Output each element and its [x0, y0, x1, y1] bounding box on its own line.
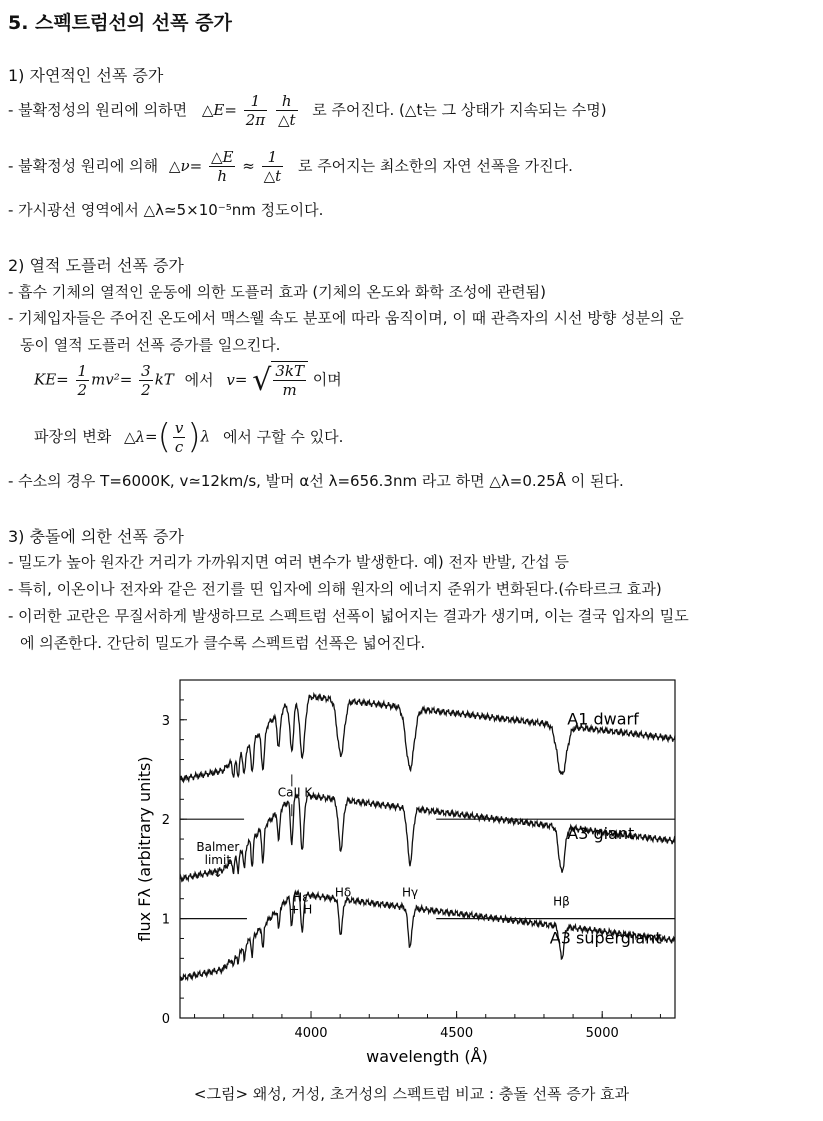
x-tick-label: 5000 — [585, 1026, 619, 1041]
num: 3 — [141, 361, 151, 380]
kinetic-energy-equation — [34, 361, 342, 399]
text: - 불확정성의 원리에 의하면 — [8, 101, 188, 119]
math-lambda: λ — [200, 427, 211, 446]
text: 에서 — [184, 370, 214, 389]
doppler-bullet-2a: - 기체입자들은 주어진 온도에서 맥스웰 속도 분포에 따라 움직이며, 이 때 관측자의 시선 방향 성분의 운 — [8, 309, 684, 327]
num: v — [174, 418, 184, 437]
den: △t — [263, 167, 282, 185]
text: 로 주어진다. (△t는 그 상태가 지속되는 수명) — [312, 101, 607, 119]
math-eq: = — [224, 101, 237, 119]
math-kT: kT — [154, 370, 174, 389]
text: 이며 — [312, 370, 342, 389]
heading-natural-broadening: 1) 자연적인 선폭 증가 — [8, 66, 164, 85]
frac-dE-over-h — [209, 148, 236, 185]
math-eq: = — [145, 427, 158, 446]
num: 3kT — [275, 362, 304, 380]
math-eq: = — [56, 370, 69, 389]
num: h — [276, 92, 298, 111]
series-label: A3 supergiant — [549, 928, 662, 948]
hbeta-label: Hβ — [553, 894, 570, 909]
y-tick-label: 1 — [161, 912, 170, 928]
frac-1-over-dt — [262, 148, 284, 185]
text: - 불확정성 원리에 의해 — [8, 157, 159, 175]
heading-collision-broadening: 3) 충돌에 의한 선폭 증가 — [8, 527, 184, 546]
figure-caption: <그림> 왜성, 거성, 초거성의 스펙트럼 비교 : 충돌 선폭 증가 효과 — [193, 1085, 630, 1103]
balmer-limit-arrow-icon: ↓ — [212, 865, 223, 880]
math-v: v — [226, 370, 235, 389]
spectra-figure — [125, 668, 685, 1073]
math-eq: = — [234, 370, 248, 389]
x-axis-label: wavelength (Å) — [366, 1047, 488, 1066]
frac-h-over-dt — [276, 92, 298, 129]
collision-bullet-3b: 에 의존한다. 간단히 밀도가 클수록 스펙트럼 선폭은 넓어진다. — [20, 634, 426, 652]
hgamma-label: Hγ — [401, 885, 419, 900]
den: △t — [277, 111, 296, 129]
series-label: A3 giant — [567, 824, 635, 844]
math-eq: = — [189, 157, 203, 175]
den: h — [217, 167, 228, 185]
x-tick-label: 4500 — [440, 1026, 474, 1041]
den: m — [282, 381, 297, 399]
paren-left: ( — [157, 417, 171, 457]
hdelta-label: Hδ — [334, 885, 352, 900]
den: 2π — [245, 111, 266, 129]
doppler-bullet-1: - 흡수 기체의 열적인 운동에 의한 도플러 효과 (기체의 온도와 화학 조성에 관련됨) — [8, 283, 547, 301]
doppler-bullet-2b: 동이 열적 도플러 선폭 증가를 일으킨다. — [20, 336, 281, 354]
math-dnu: △ν — [168, 157, 190, 175]
num: 1 — [244, 92, 267, 111]
frac-v-over-c — [173, 419, 185, 456]
collision-bullet-2: - 특히, 이온이나 전자와 같은 전기를 띤 입자에 의해 원자의 에너지 준위가 변화된다.(슈타르크 효과) — [8, 580, 662, 598]
y-axis-label: flux Fλ (arbitrary units) — [135, 756, 154, 942]
math-dlambda: △λ — [124, 427, 146, 446]
y-tick-label: 0 — [161, 1012, 170, 1027]
caiik-label: CaII K — [277, 785, 313, 800]
collision-bullet-1: - 밀도가 높아 원자간 거리가 가까워지면 여러 변수가 발생한다. 예) 전자 반발, 간섭 등 — [8, 553, 569, 571]
num: △E — [210, 148, 234, 166]
den: c — [174, 437, 184, 456]
radical-sign: √ — [252, 363, 272, 398]
math-KE: KE — [34, 370, 57, 389]
frac-1-over-2pi — [244, 92, 267, 129]
frac-three-halves — [139, 362, 153, 399]
uncertainty-energy-line — [8, 92, 607, 129]
sqrt-velocity — [252, 361, 308, 399]
math-mv2: mv² — [91, 370, 120, 389]
plot-frame — [180, 680, 675, 1018]
y-tick-label: 3 — [161, 713, 170, 729]
den: 2 — [77, 380, 88, 399]
spectrum-a1-dwarf — [180, 694, 675, 782]
wavelength-change-equation — [34, 417, 343, 457]
frac-3kT-over-m — [273, 362, 306, 399]
uncertainty-frequency-line — [8, 148, 573, 185]
x-tick-label: 4000 — [294, 1026, 328, 1041]
text: 에서 구할 수 있다. — [222, 427, 344, 446]
visible-width-line: - 가시광선 영역에서 △λ≃5×10⁻⁵nm 정도이다. — [8, 201, 324, 219]
num: 1 — [262, 148, 284, 167]
paren-right: ) — [187, 417, 201, 457]
math-eq: = — [119, 370, 133, 389]
num: 1 — [77, 361, 88, 380]
collision-bullet-3a: - 이러한 교란은 무질서하게 발생하므로 스펙트럼 선폭이 넓어지는 결과가 생기며, 이는 결국 입자의 밀도 — [8, 607, 689, 625]
section-title: 5. 스펙트럼선의 선폭 증가 — [8, 12, 232, 34]
frac-half — [76, 362, 90, 399]
balmer-limit-label-1: Balmer — [196, 839, 240, 854]
hydrogen-example-line: - 수소의 경우 T=6000K, v≃12km/s, 발머 α선 λ=656.3nm 라고 하면 △λ=0.25Å 이 된다. — [8, 472, 624, 490]
text: 파장의 변화 — [34, 427, 112, 446]
x-ticks — [195, 1011, 661, 1041]
balmer-limit-label-2: limit — [204, 852, 232, 867]
math-approx: ≈ — [242, 157, 255, 175]
y-tick-label: 2 — [161, 813, 170, 829]
math-dE: △E — [201, 101, 225, 119]
heps-label: Hε — [293, 890, 309, 905]
den: 2 — [141, 380, 151, 399]
heps-h-label: + H — [289, 902, 313, 917]
text: 로 주어지는 최소한의 자연 선폭을 가진다. — [297, 157, 573, 175]
heading-doppler-broadening: 2) 열적 도플러 선폭 증가 — [8, 256, 184, 275]
series-label: A1 dwarf — [567, 709, 639, 729]
